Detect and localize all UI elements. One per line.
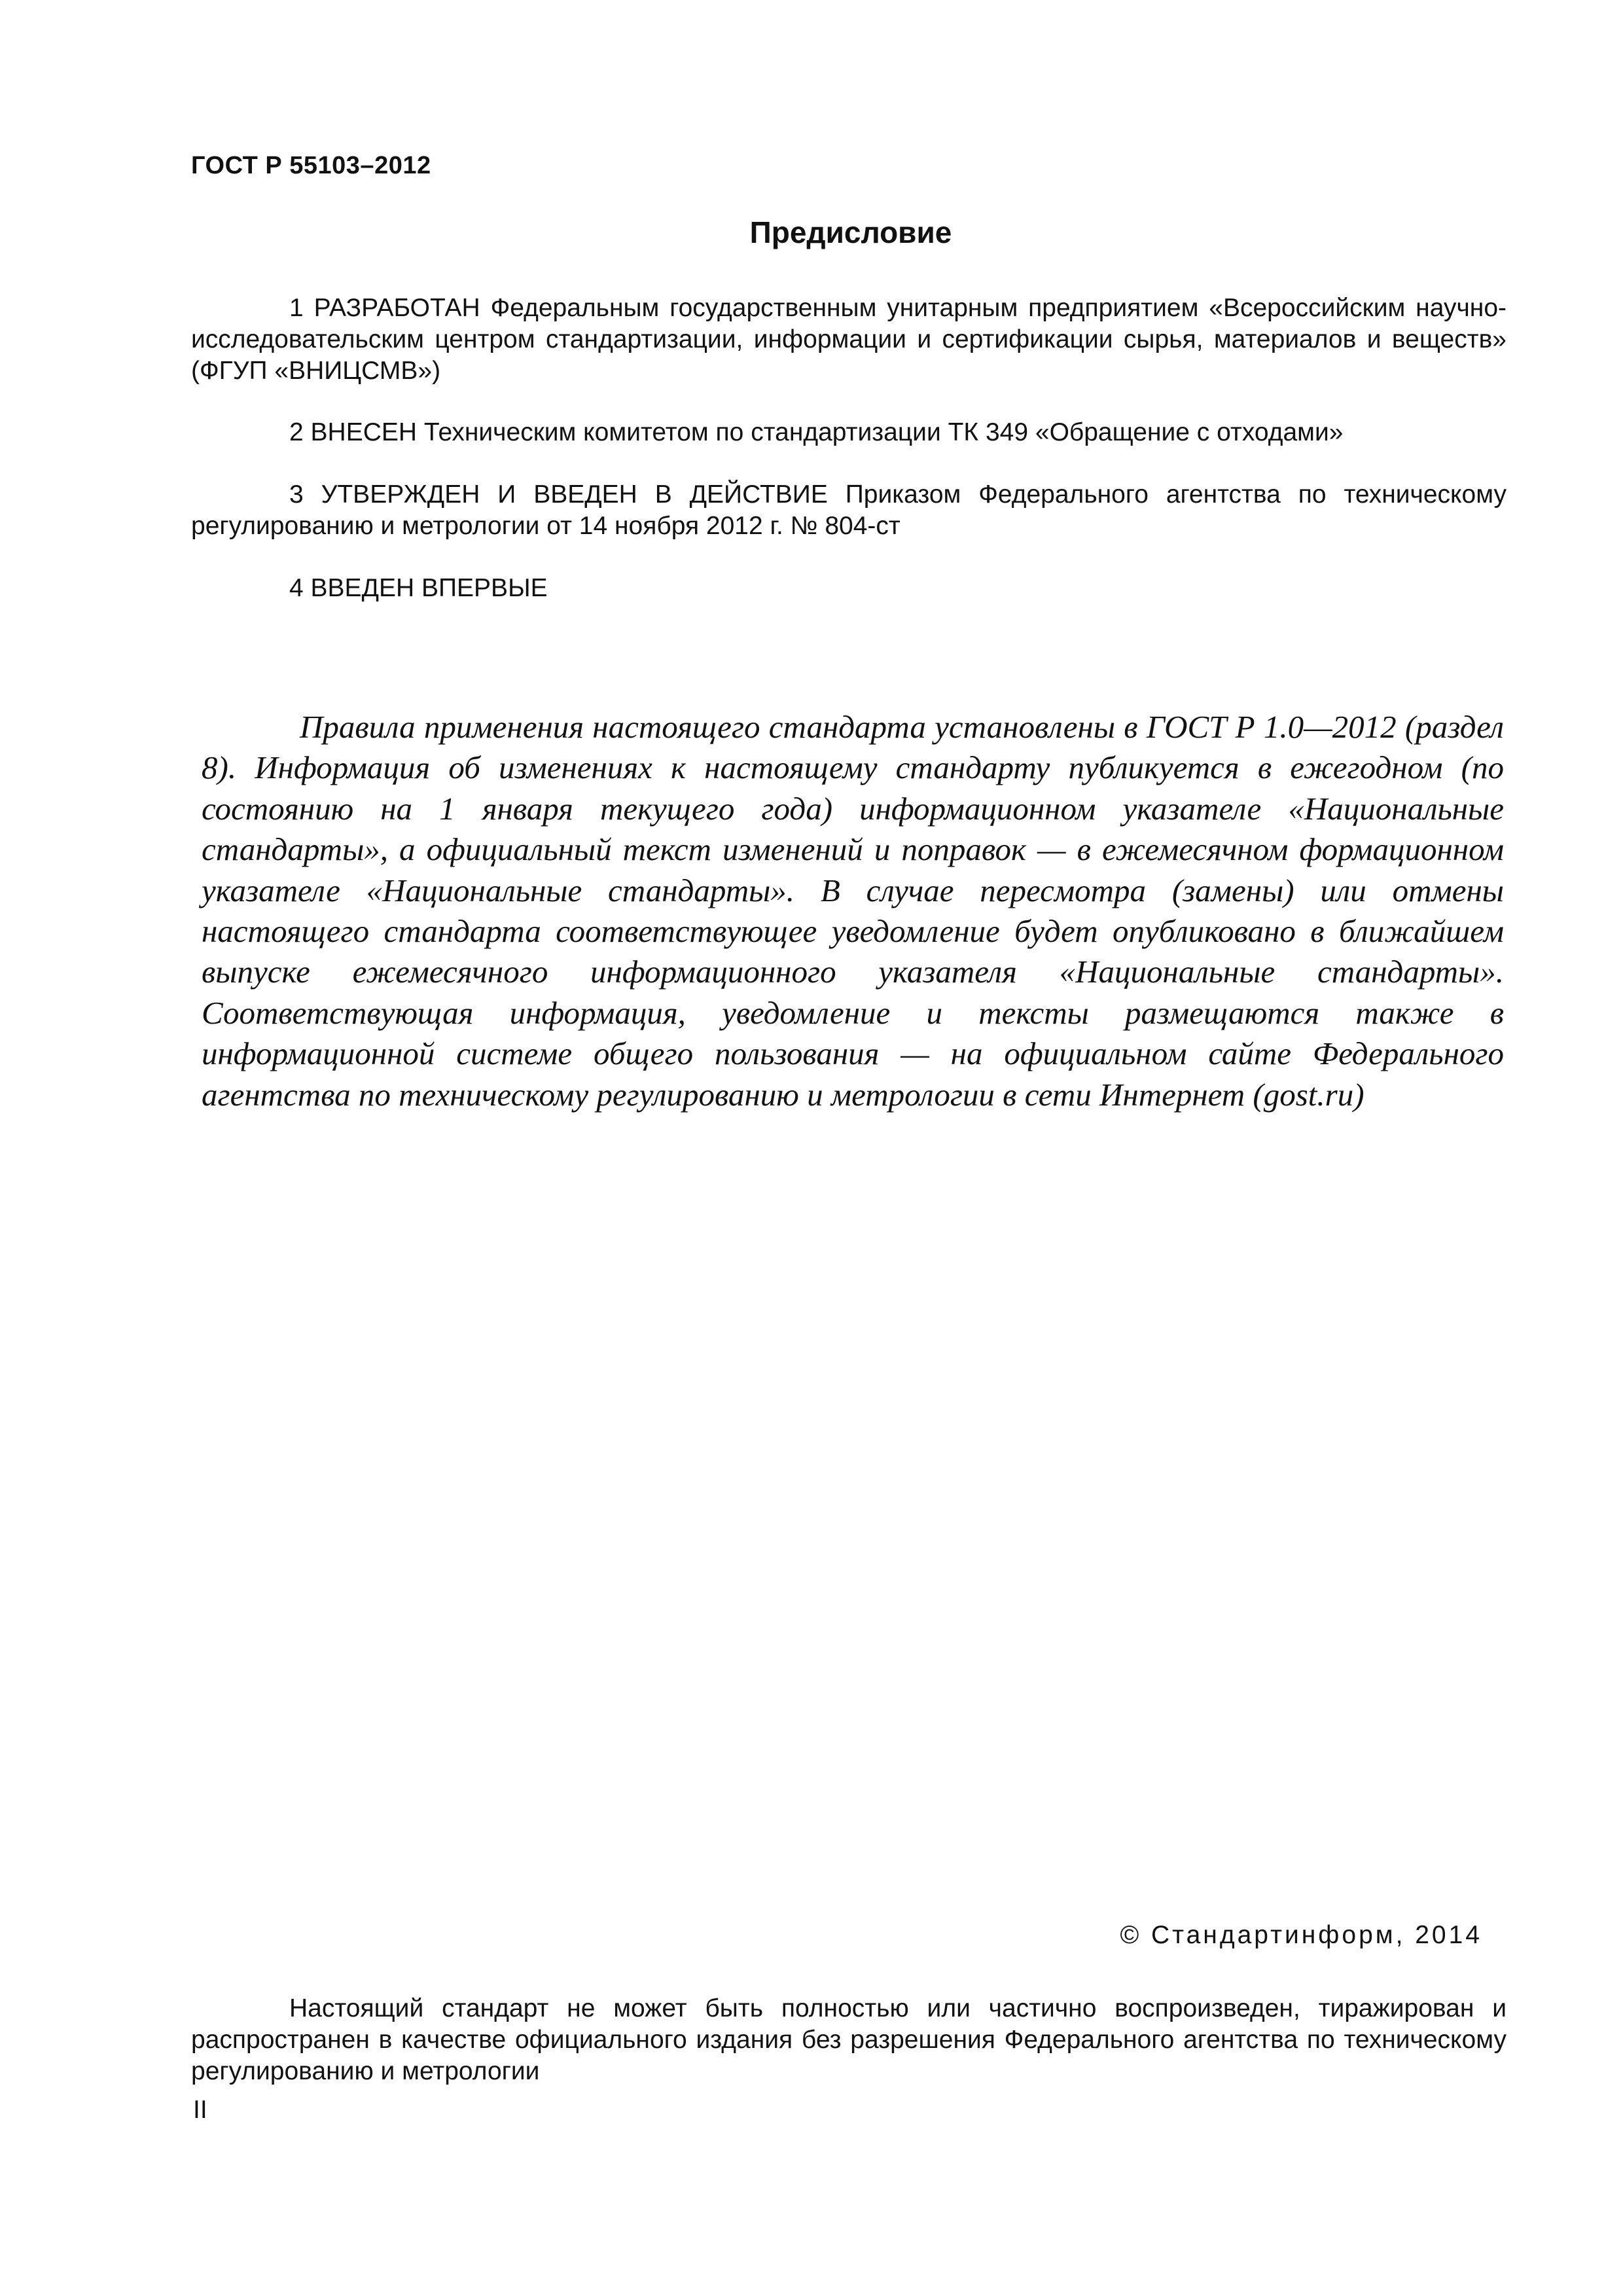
preface-item-2: 2 ВНЕСЕН Техническим комитетом по стандартизации ТК 349 «Обращение с отходами» [289,418,1344,446]
copyright-line: © Стандартинформ, 2014 [1120,1921,1482,1949]
page-number: II [193,2096,207,2124]
standard-code: ГОСТ Р 55103–2012 [191,152,431,179]
preface-item-1: 1 РАЗРАБОТАН Федеральным государственным унитарным предприятием «Всероссийским научно-исследовательским центром стандартизации, информации и сертификации сырья, материалов и веществ» (ФГУП «ВНИЦСМВ») [191,294,1507,385]
preface-item-4: 4 ВВЕДЕН ВПЕРВЫЕ [289,574,548,602]
reproduction-notice: Настоящий стандарт не может быть полностью или частично воспроизведен, тиражирован и распространен в качестве официального издания без разрешения Федерального агентства по техническому регулированию и метрологии [191,1994,1507,2085]
preface-item-3: 3 УТВЕРЖДЕН И ВВЕДЕН В ДЕЙСТВИЕ Приказом Федерального агентства по техническому регулированию и метрологии от 14 ноября 2012 г. № 804-ст [191,480,1507,540]
application-rules-notice: Правила применения настоящего стандарта установлены в ГОСТ Р 1.0—2012 (раздел 8). Информация об изменениях к настоящему стандарту публикуется в ежегодном (по состоянию на 1 января текущего года) информационном указателе «Национальные стандарты», а официальный текст изменений и поправок — в ежемесячном формационном указателе «Национальные стандарты». В случае пересмотра (замены) или отмены настоящего стандарта соответствующее уведомление будет опубликовано в ближайшем выпуске ежемесячного информационного указателя «Национальные стандарты». Соответствующая информация, уведомление и тексты размещаются также в информационной системе общего пользования — на официальном сайте Федерального агентства по техническому регулированию и метрологии в сети Интернет (gost.ru) [202,709,1504,1113]
preface-title: Предисловие [749,215,952,249]
